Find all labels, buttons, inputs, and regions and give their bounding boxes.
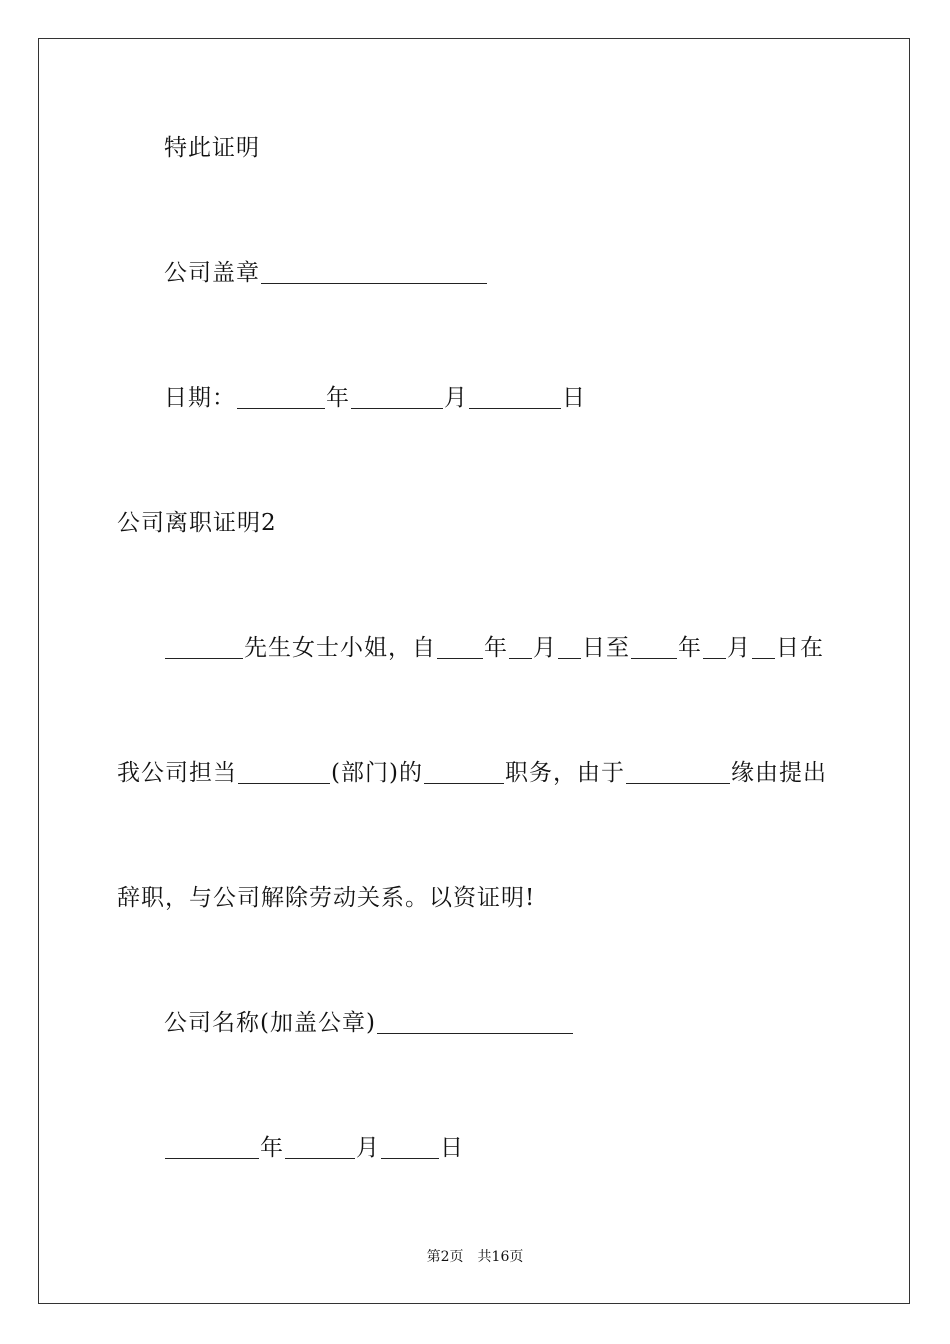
- p2-text-c: 职务，由于: [504, 760, 625, 786]
- department-blank[interactable]: [238, 761, 330, 784]
- certify-line: [164, 133, 260, 163]
- start-day-blank[interactable]: [558, 636, 581, 659]
- paragraph-line-1: [164, 633, 824, 663]
- p1-text-a: 先生女士小姐，自: [244, 635, 436, 661]
- date-line: [164, 383, 586, 413]
- month-blank[interactable]: [351, 386, 443, 409]
- p1-year1: 年: [484, 635, 508, 661]
- company-name-blank[interactable]: [377, 1011, 573, 1034]
- p1-day1: 日至: [582, 635, 630, 661]
- section-title: [117, 508, 277, 538]
- seal-blank[interactable]: [261, 261, 487, 284]
- company-name-label: 公司名称(加盖公章): [164, 1010, 376, 1036]
- final-date-line: [164, 1133, 464, 1163]
- page-frame: [38, 38, 910, 1304]
- year-blank[interactable]: [237, 386, 325, 409]
- name-blank[interactable]: [165, 636, 243, 659]
- final-month-text: 月: [356, 1135, 380, 1161]
- paragraph-line-3: [117, 883, 535, 913]
- month-text: 月: [444, 385, 468, 411]
- p2-text-a: 我公司担当: [117, 760, 237, 786]
- final-year-blank[interactable]: [165, 1136, 259, 1159]
- certify-text: 特此证明: [164, 135, 260, 161]
- end-year-blank[interactable]: [631, 636, 677, 659]
- start-month-blank[interactable]: [509, 636, 532, 659]
- position-blank[interactable]: [424, 761, 504, 784]
- year-text: 年: [326, 385, 350, 411]
- seal-label: 公司盖章: [164, 260, 260, 286]
- final-day-blank[interactable]: [381, 1136, 439, 1159]
- day-blank[interactable]: [469, 386, 561, 409]
- p2-text-d: 缘由提出: [730, 760, 827, 786]
- page-footer: [0, 1247, 950, 1267]
- reason-blank[interactable]: [626, 761, 730, 784]
- section-title-text: 公司离职证明2: [117, 510, 277, 536]
- final-day-text: 日: [440, 1135, 464, 1161]
- start-year-blank[interactable]: [437, 636, 483, 659]
- seal-line: [164, 258, 488, 288]
- page-number: 第2页: [426, 1249, 464, 1265]
- end-month-blank[interactable]: [703, 636, 726, 659]
- final-month-blank[interactable]: [285, 1136, 355, 1159]
- p1-day2: 日在: [776, 635, 824, 661]
- p2-text-b: (部门)的: [331, 760, 423, 786]
- final-year-text: 年: [260, 1135, 284, 1161]
- paragraph-line-2: [117, 758, 827, 788]
- p1-month1: 月: [533, 635, 557, 661]
- company-name-line: [164, 1008, 574, 1038]
- end-day-blank[interactable]: [752, 636, 775, 659]
- page-total: 共16页: [477, 1249, 524, 1265]
- p3-text: 辞职，与公司解除劳动关系。以资证明!: [117, 885, 536, 911]
- day-text: 日: [562, 385, 586, 411]
- date-label: 日期：: [164, 385, 236, 411]
- p1-year2: 年: [678, 635, 702, 661]
- p1-month2: 月: [727, 635, 751, 661]
